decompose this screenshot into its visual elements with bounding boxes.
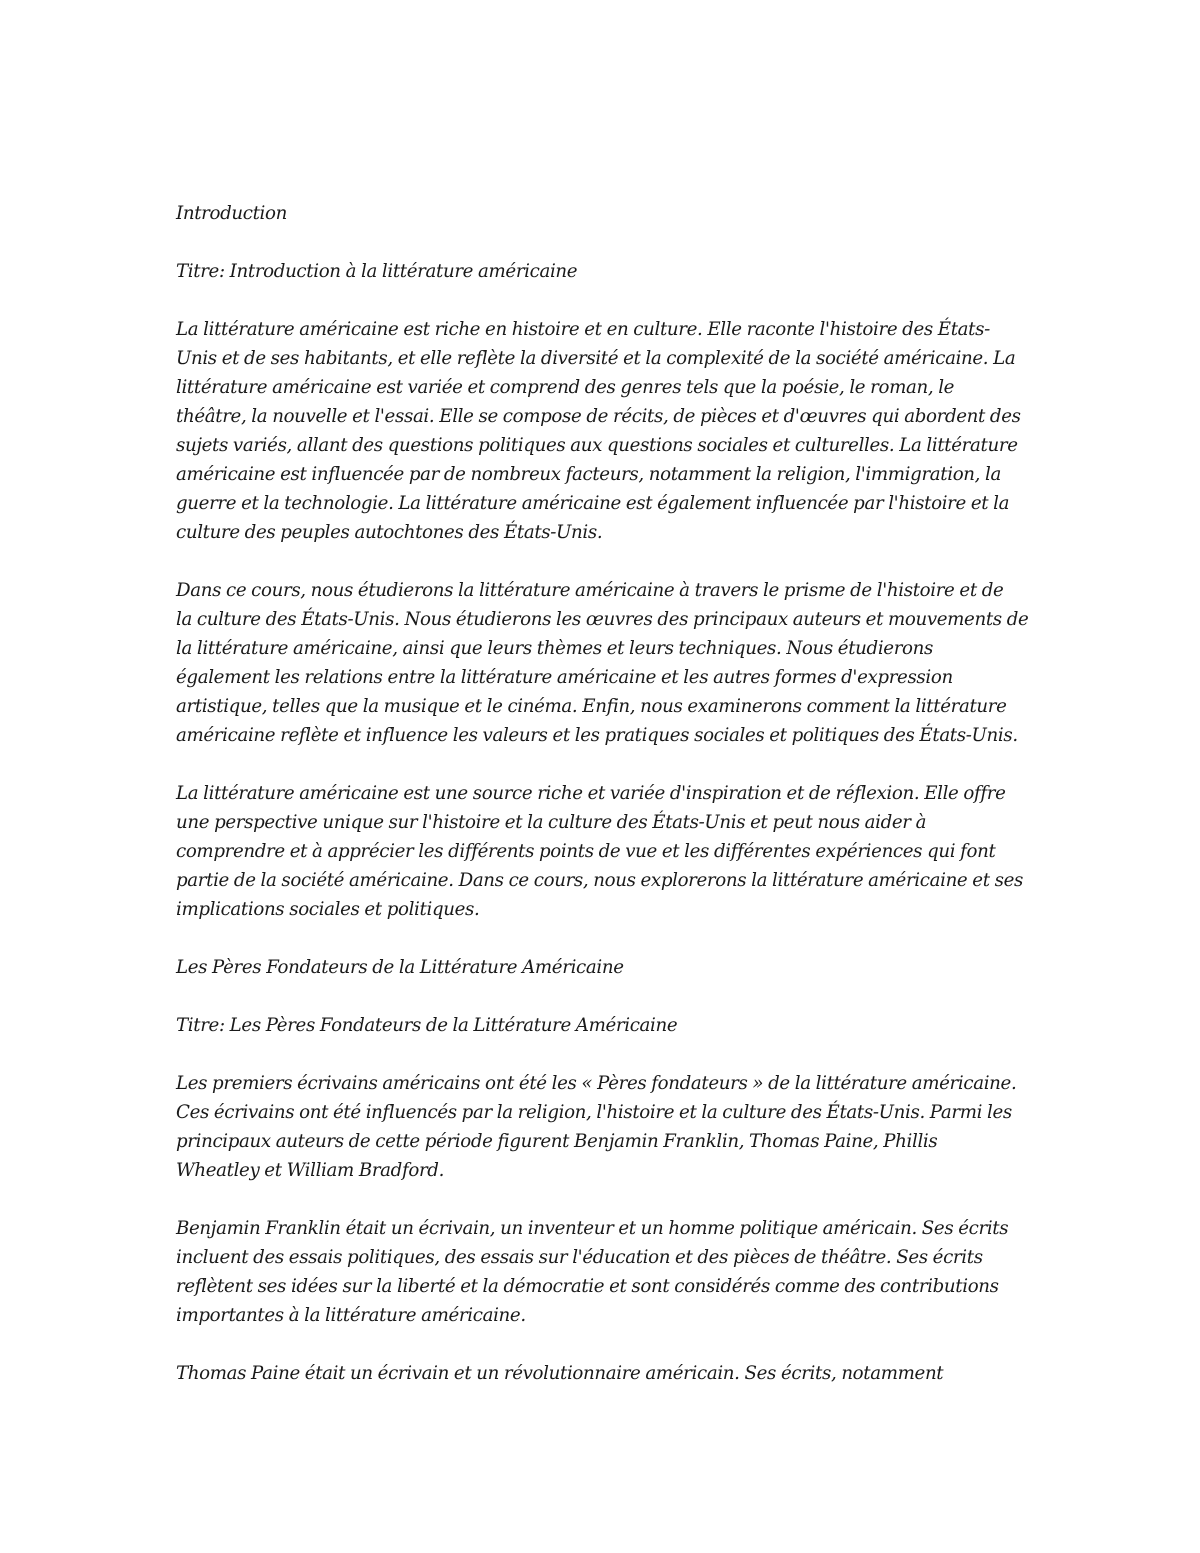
paragraph-4	[176, 1069, 1026, 1185]
text-line: partie de la société américaine. Dans ce cours, nous explorerons la littérature américaine et ses	[176, 870, 1023, 891]
section-heading-fondateurs	[176, 953, 1026, 982]
text-line: Benjamin Franklin était un écrivain, un inventeur et un homme politique américain. Ses écrits	[176, 1218, 1009, 1239]
text-line: culture des peuples autochtones des États-Unis.	[176, 522, 603, 543]
paragraph-1	[176, 315, 1026, 547]
text-line: La littérature américaine est riche en histoire et en culture. Elle raconte l'histoire des États-	[176, 319, 990, 340]
text-line: implications sociales et politiques.	[176, 899, 480, 920]
paragraph-6	[176, 1359, 1026, 1388]
text-line: Les premiers écrivains américains ont été les « Pères fondateurs » de la littérature américaine.	[176, 1073, 1017, 1094]
section-heading-introduction	[176, 199, 1026, 228]
text-line: également les relations entre la littérature américaine et les autres formes d'expression	[176, 667, 953, 688]
paragraph-3	[176, 779, 1026, 924]
text-line: Wheatley et William Bradford.	[176, 1160, 445, 1181]
section-title-fondateurs	[176, 1011, 1026, 1040]
text-line: américaine reflète et influence les valeurs et les pratiques sociales et politiques des États-Unis.	[176, 725, 1018, 746]
text-line: Titre: Introduction à la littérature américaine	[176, 261, 578, 282]
text-line: comprendre et à apprécier les différents points de vue et les différentes expériences qui font	[176, 841, 996, 862]
text-line: Ces écrivains ont été influencés par la religion, l'histoire et la culture des États-Unis. Parmi les	[176, 1102, 1012, 1123]
text-line: principaux auteurs de cette période figurent Benjamin Franklin, Thomas Paine, Phillis	[176, 1131, 938, 1152]
text-line: Titre: Les Pères Fondateurs de la Littérature Américaine	[176, 1015, 678, 1036]
text-line: américaine est influencée par de nombreux facteurs, notamment la religion, l'immigration, la	[176, 464, 1001, 485]
text-line: Introduction	[176, 203, 287, 224]
text-line: guerre et la technologie. La littérature américaine est également influencée par l'histoire et la	[176, 493, 1010, 514]
text-line: littérature américaine est variée et comprend des genres tels que la poésie, le roman, le	[176, 377, 955, 398]
paragraph-2	[176, 576, 1029, 750]
text-line: Dans ce cours, nous étudierons la littérature américaine à travers le prisme de l'histoire et de	[176, 580, 1004, 601]
paragraph-5	[176, 1214, 1026, 1330]
text-line: La littérature américaine est une source riche et variée d'inspiration et de réflexion. Elle offre	[176, 783, 1006, 804]
text-line: Unis et de ses habitants, et elle reflète la diversité et la complexité de la société américaine. La	[176, 348, 1016, 369]
text-line: la culture des États-Unis. Nous étudierons les œuvres des principaux auteurs et mouvements de	[176, 609, 1029, 630]
text-line: artistique, telles que la musique et le cinéma. Enfin, nous examinerons comment la littérature	[176, 696, 1007, 717]
text-line: sujets variés, allant des questions politiques aux questions sociales et culturelles. La littérature	[176, 435, 1018, 456]
text-line: reflètent ses idées sur la liberté et la démocratie et sont considérés comme des contributions	[176, 1276, 999, 1297]
text-line: théâtre, la nouvelle et l'essai. Elle se compose de récits, de pièces et d'œuvres qui abordent des	[176, 406, 1021, 427]
section-title-introduction	[176, 257, 1026, 286]
text-line: importantes à la littérature américaine.	[176, 1305, 526, 1326]
text-line: une perspective unique sur l'histoire et la culture des États-Unis et peut nous aider à	[176, 812, 927, 833]
text-line: Les Pères Fondateurs de la Littérature Américaine	[176, 957, 624, 978]
text-line: incluent des essais politiques, des essais sur l'éducation et des pièces de théâtre. Ses écrits	[176, 1247, 983, 1268]
document-body	[176, 199, 1029, 1417]
text-line: la littérature américaine, ainsi que leurs thèmes et leurs techniques. Nous étudierons	[176, 638, 933, 659]
text-line: Thomas Paine était un écrivain et un révolutionnaire américain. Ses écrits, notamment	[176, 1363, 944, 1384]
